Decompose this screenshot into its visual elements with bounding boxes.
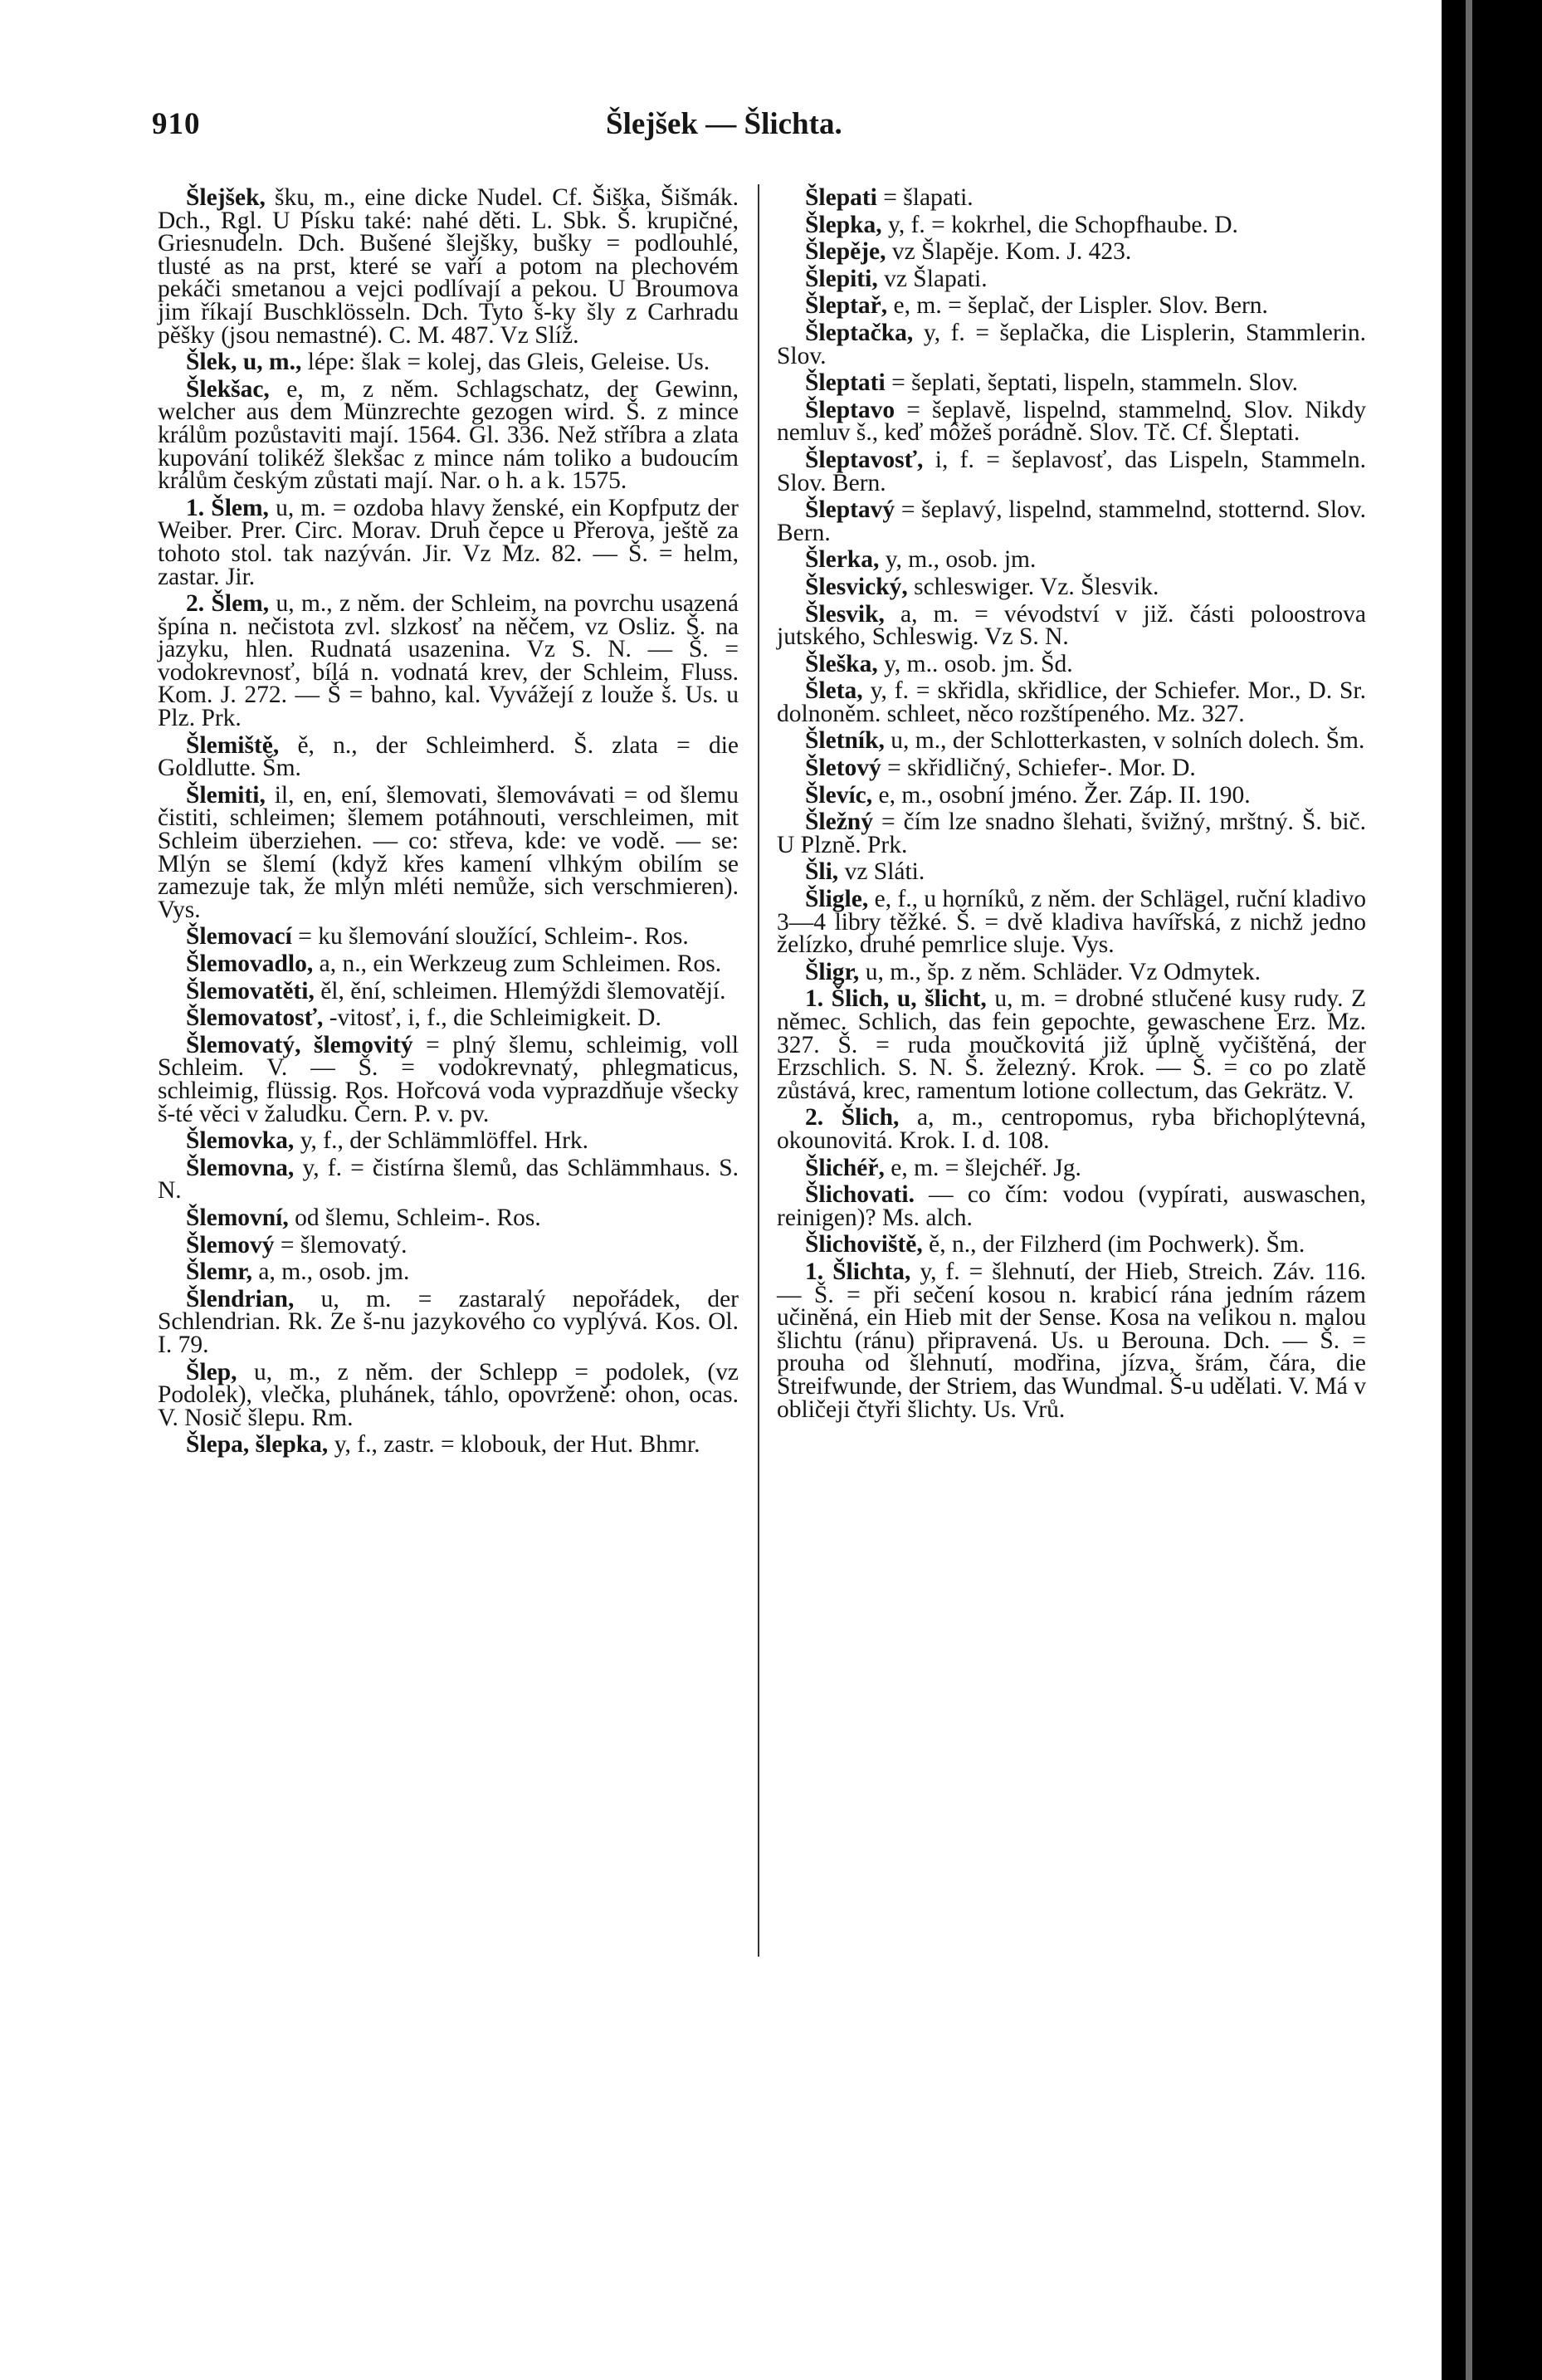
entry-definition: e, m, z něm. Schlagschatz, der Gewinn, welcher aus dem Münzrechte gezogen wird. Š. z mince králům pozůstaviti mají. 1564. Gl. 336. Než stříbra a zlata kupování tolikéž šlekšac z mince nám toliko a budoucím králům českým zůstati mají. Nar. o h. a k. 1575. — [158, 375, 739, 495]
dictionary-entry — [158, 494, 739, 590]
dictionary-entry — [158, 590, 739, 732]
entry-headword: Šleptačka, — [805, 319, 914, 346]
entry-headword: 1. Šlem, — [186, 494, 269, 521]
dictionary-entry — [777, 858, 1366, 886]
entry-headword: Šlichovati. — [805, 1181, 915, 1209]
entry-definition: e, f., u horníků, z něm. der Schlägel, ruční kladivo 3—4 libry těžké. Š. = dvě kladiva havířská, z nichž jedno želízko, druhé pemrlice sluje. Vys. — [777, 886, 1366, 959]
entry-headword: Šlemovní, — [186, 1204, 289, 1231]
entry-definition: vz Sláti. — [844, 858, 925, 886]
entry-headword: Šlepati — [805, 184, 877, 211]
entry-definition: i, f. = šeplavosť, das Lispeln, Stammeln. Slov. Bern. — [777, 446, 1367, 496]
dictionary-entry — [777, 677, 1367, 727]
dictionary-entry — [777, 265, 1366, 292]
running-head: Šlejšek — Šlichta. — [606, 107, 842, 141]
entry-definition: e, m. = šlejchéř. Jg. — [891, 1154, 1081, 1181]
dictionary-entry — [158, 351, 739, 374]
dictionary-entry — [777, 546, 1366, 574]
entry-headword: Šlemovatý, šlemovitý — [186, 1031, 413, 1058]
entry-headword: Šlemovatěti, — [186, 977, 315, 1004]
entry-definition: ě, n., der Schleimherd. Š. zlata = die Goldlutte. Šm. — [158, 731, 739, 782]
dictionary-entry — [158, 1127, 739, 1155]
dictionary-entry — [777, 1231, 1366, 1258]
entry-definition: vz Šlapěje. Kom. J. 423. — [891, 238, 1132, 266]
dictionary-entry — [158, 1285, 739, 1358]
entry-definition: = šeplati, šeptati, lispeln, stammeln. Slov. — [891, 369, 1299, 397]
scan-background-strip — [1442, 0, 1542, 2380]
entry-definition: = šlemovatý. — [280, 1231, 407, 1258]
dictionary-entry — [777, 1104, 1366, 1154]
entry-headword: Šligr, — [805, 958, 860, 985]
entry-definition: u, m., z něm. der Schlepp = podolek, (vz Podolek), vlečka, pluhánek, táhlo, opovrženě: ohon, ocas. V. Nosič šlepu. Rm. — [158, 1358, 739, 1431]
dictionary-entry — [158, 1004, 739, 1032]
dictionary-entry — [777, 888, 1366, 957]
entry-headword: Šligle, — [805, 886, 869, 913]
entry-headword: 1. Šlich, u, šlicht, — [805, 985, 987, 1013]
right-column — [777, 184, 1367, 1425]
dictionary-entry — [777, 369, 1366, 397]
column-divider — [758, 184, 759, 1957]
dictionary-entry — [777, 1181, 1366, 1231]
entry-headword: Šli, — [805, 858, 839, 886]
entry-headword: Šleptavosť, — [805, 446, 924, 473]
dictionary-entry — [158, 1204, 739, 1231]
entry-headword: Šlepiti, — [805, 265, 878, 292]
entry-headword: Šlemovka, — [186, 1127, 295, 1155]
entry-definition: u, m., z něm. der Schleim, na povrchu usazená špína n. nečistota zvl. slzkosť na něčem, vz Osliz. Š. na jazyku, hlen. Rudnatá usazenina. Vz S. N. — Š. = vodokrevnosť, bílá n. vodnatá krev, der Schleim, Fluss. Kom. J. 272. — Š = bahno, kal. Vyvážejí z louže š. Us. u Plz. Prk. — [158, 590, 739, 732]
entry-definition: lépe: šlak = kolej, das Gleis, Geleise. Us. — [307, 349, 710, 376]
entry-definition: schleswiger. Vz. Šlesvik. — [914, 573, 1159, 600]
entry-headword: Šlepa, šlepka, — [186, 1431, 329, 1459]
entry-definition: šku, m., eine dicke Nudel. Cf. Šiška, Šišmák. Dch., Rgl. U Písku také: nahé děti. L. Sbk. Š. krupičné, Griesnudeln. Dch. Bušené šlejšky, bušky = podlouhlé, tlusté as na prst, které se vaří a potom na plechovém pekáči smetanou a vejci podlívají a pekou. U Broumova jim říkají Buschklösseln. Dch. Tyto š-ky šly z Carhradu pěšky (jsou nemastné). C. M. 487. Vz Slíž. — [158, 184, 739, 349]
entry-headword: Šlesvik, — [805, 600, 885, 628]
entry-headword: Šletník, — [805, 727, 885, 755]
entry-headword: Šlepěje, — [805, 238, 886, 266]
dictionary-entry — [777, 211, 1366, 238]
entry-headword: Šlerka, — [805, 546, 880, 574]
entry-headword: Šlemiti, — [186, 781, 266, 809]
entry-headword: Šlek, u, m., — [186, 349, 302, 376]
entry-definition: y, f. = skřidla, skřidlice, der Schiefer. Mor., D. Sr. dolnoněm. schleet, něco rozštípeného. Mz. 327. — [777, 677, 1367, 727]
entry-headword: Šlemovací — [186, 923, 292, 951]
dictionary-entry — [777, 600, 1366, 651]
entry-headword: Šleta, — [805, 677, 863, 705]
entry-headword: Šlichéř, — [805, 1154, 885, 1181]
dictionary-entry — [158, 1258, 739, 1286]
entry-definition: e, m., osobní jméno. Žer. Záp. II. 190. — [878, 781, 1251, 809]
entry-definition: — co čím: vodou (vypírati, auswaschen, reinigen)? Ms. alch. — [777, 1181, 1366, 1231]
entry-definition: il, en, ení, šlemovati, šlemovávati = od šlemu čistiti, schleimen; šlemem potáhnouti, verschleimen, mit Schleim überziehen. — co: střeva, kde: ve vodě. — se: Mlýn se šlemí (když křes kamení vlhkým obilím se zamezuje tak, že mlýn mléti nemůže, sich verschmieren). Vys. — [158, 781, 739, 923]
dictionary-entry — [158, 781, 739, 923]
next-page-edge — [1466, 0, 1472, 2380]
entry-definition: = ku šlemování sloužící, Schleim-. Ros. — [298, 923, 689, 951]
dictionary-entry — [777, 446, 1367, 496]
entry-headword: Šlemr, — [186, 1258, 253, 1286]
entry-headword: Šleptavý — [805, 496, 895, 524]
entry-definition: = šeplavý, lispelnd, stammelnd, stotternd. Slov. Bern. — [777, 496, 1366, 546]
dictionary-entry — [777, 757, 1366, 780]
entry-definition: y, f. = čistírna šlemů, das Schlämmhaus. S. N. — [158, 1154, 739, 1205]
entry-definition: y, m., osob. jm. — [885, 546, 1037, 574]
entry-headword: 2. Šlem, — [186, 590, 270, 618]
dictionary-entry — [777, 496, 1366, 546]
dictionary-entry — [158, 1231, 739, 1258]
entry-definition: a, m. = vévodství v již. části poloostrova jutského, Schleswig. Vz S. N. — [777, 600, 1366, 651]
entry-definition: u, m. = zastaralý nepořádek, der Schlendrian. Rk. Ze š-nu jazykového co vyplývá. Kos. Ol. I. 79. — [158, 1285, 739, 1358]
dictionary-entry — [158, 953, 739, 976]
entry-headword: Šlemový — [186, 1231, 275, 1258]
dictionary-entry — [158, 977, 739, 1004]
page-number: 910 — [152, 107, 201, 141]
entry-definition: e, m. = šeplač, der Lispler. Slov. Bern. — [893, 292, 1268, 320]
page-header — [0, 106, 1442, 156]
entry-definition: y, m.. osob. jm. Šd. — [884, 650, 1073, 677]
entry-definition: u, m. = ozdoba hlavy ženské, ein Kopfputz der Weiber. Prer. Circ. Morav. Druh čepce u Přerova, ještě za tohoto stol. tak nazýván. Jir. Vz Mz. 82. — Š. = helm, zastar. Jir. — [158, 494, 739, 590]
entry-headword: Šlemovadlo, — [186, 951, 314, 977]
entry-headword: 1. Šlichta, — [805, 1258, 911, 1285]
entry-definition: vz Šlapati. — [884, 265, 988, 292]
entry-headword: Šlevíc, — [805, 781, 873, 809]
entry-headword: 2. Šlich, — [805, 1104, 900, 1131]
entry-headword: Šleška, — [805, 650, 878, 677]
entry-definition: = plný šlemu, schleimig, voll Schleim. V. — Š. = vodokrevnatý, phlegmaticus, schleimig, flüssig. Ros. Hořcová voda vyprazdňuje všecky š-té věci v žaludku. Čern. P. v. pv. — [158, 1031, 739, 1127]
entry-definition: = čím lze snadno šlehati, švižný, mrštný. Š. bič. U Plzně. Prk. — [777, 809, 1367, 858]
dictionary-entry — [158, 184, 739, 349]
dictionary-entry — [777, 396, 1366, 447]
entry-definition: ěl, ění, schleimen. Hlemýždi šlemovatějí. — [320, 977, 726, 1004]
dictionary-entry — [777, 727, 1366, 755]
dictionary-entry — [158, 375, 739, 495]
dictionary-entry — [777, 1258, 1367, 1423]
entry-headword: Šlepka, — [805, 211, 882, 238]
entry-headword: Šlesvický, — [805, 573, 908, 600]
entry-definition: u, m. = drobné stlučené kusy rudy. Z němec. Schlich, das fein gepochte, gewaschene Erz. Mz. 327. Š. = ruda moučkovitá již úplně vyčištěná, der Erzschlich. S. N. Š. železný. Krok. — Š. = co po zlatě zůstává, krec, ramentum lotione collectum, das Gekrätz. V. — [777, 985, 1367, 1104]
dictionary-entry — [777, 650, 1366, 677]
dictionary-entry — [777, 985, 1367, 1104]
dictionary-entry — [158, 731, 739, 782]
entry-definition: u, m., der Schlotterkasten, v solních dolech. Šm. — [891, 727, 1365, 755]
entry-headword: Šlemiště, — [186, 731, 280, 759]
dictionary-entry — [777, 573, 1366, 600]
entry-definition: a, m., centropomus, ryba břichoplýtevná, okounovitá. Krok. I. d. 108. — [777, 1104, 1366, 1154]
entry-definition: a, m., osob. jm. — [258, 1258, 410, 1286]
dictionary-entry — [777, 1154, 1366, 1181]
entry-headword: Šleptař, — [805, 292, 888, 320]
entry-definition: y, f. = šlehnutí, der Hieb, Streich. Záv. 116. — Š. = při sečení kosou n. krabicí rána jedním rázem učiněná, ein Hieb mit der Sense. Kosa na velikou n. malou šlichtu (ránu) připravená. Us. u Berouna. Dch. — Š. = prouha od šlehnutí, modřina, jízva, šrám, čára, die Streifwunde, der Striem, das Wundmal. Š-u udělati. V. Má v obličeji čtyři šlichty. Us. Vrů. — [777, 1258, 1367, 1423]
dictionary-entry — [158, 1358, 739, 1431]
dictionary-entry — [777, 811, 1366, 857]
dictionary-entry — [777, 184, 1366, 211]
dictionary-entry — [777, 238, 1366, 266]
entry-headword: Šletový — [805, 755, 881, 782]
dictionary-entry — [158, 1031, 739, 1127]
entry-definition: ě, n., der Filzherd (im Pochwerk). Šm. — [929, 1231, 1305, 1258]
left-column — [158, 184, 739, 1461]
entry-definition: = šeplavě, lispelnd, stammelnd. Slov. Nikdy nemluv š., keď môžeš porádně. Slov. Tč. Cf. Šleptati. — [777, 396, 1366, 447]
entry-headword: Šleptati — [805, 369, 886, 397]
entry-headword: Šlemovna, — [186, 1154, 295, 1181]
entry-definition: y, f., zastr. = klobouk, der Hut. Bhmr. — [334, 1431, 700, 1459]
entry-headword: Šlejšek, — [186, 184, 266, 211]
dictionary-entry — [777, 958, 1366, 985]
dictionary-entry — [158, 1431, 739, 1459]
entry-definition: od šlemu, Schleim-. Ros. — [295, 1204, 541, 1231]
entry-definition: y, f. = šeplačka, die Lisplerin, Stammlerin. Slov. — [777, 319, 1366, 369]
entry-headword: Šleptavo — [805, 396, 895, 423]
dictionary-entry — [777, 781, 1366, 809]
entry-headword: Šlemovatosť, — [186, 1004, 324, 1032]
entry-headword: Šlep, — [186, 1358, 237, 1385]
entry-definition: -vitosť, i, f., die Schleimigkeit. D. — [329, 1004, 661, 1032]
entry-definition: = šlapati. — [883, 184, 974, 211]
entry-definition: u, m., šp. z něm. Schläder. Vz Odmytek. — [865, 958, 1261, 985]
dictionary-entry — [158, 923, 739, 951]
entry-headword: Šlichoviště, — [805, 1231, 923, 1258]
entry-headword: Šležný — [805, 809, 873, 836]
entry-definition: = skřidličný, Schiefer-. Mor. D. — [887, 755, 1196, 782]
entry-definition: y, f. = kokrhel, die Schopfhaube. D. — [888, 211, 1238, 238]
dictionary-entry — [777, 292, 1366, 320]
entry-definition: a, n., ein Werkzeug zum Schleimen. Ros. — [319, 951, 722, 977]
entry-headword: Šlendrian, — [186, 1285, 295, 1312]
dictionary-entry — [158, 1154, 739, 1205]
entry-definition: y, f., der Schlämmlöffel. Hrk. — [300, 1127, 589, 1155]
dictionary-entry — [777, 319, 1366, 369]
entry-headword: Šlekšac, — [186, 375, 270, 403]
